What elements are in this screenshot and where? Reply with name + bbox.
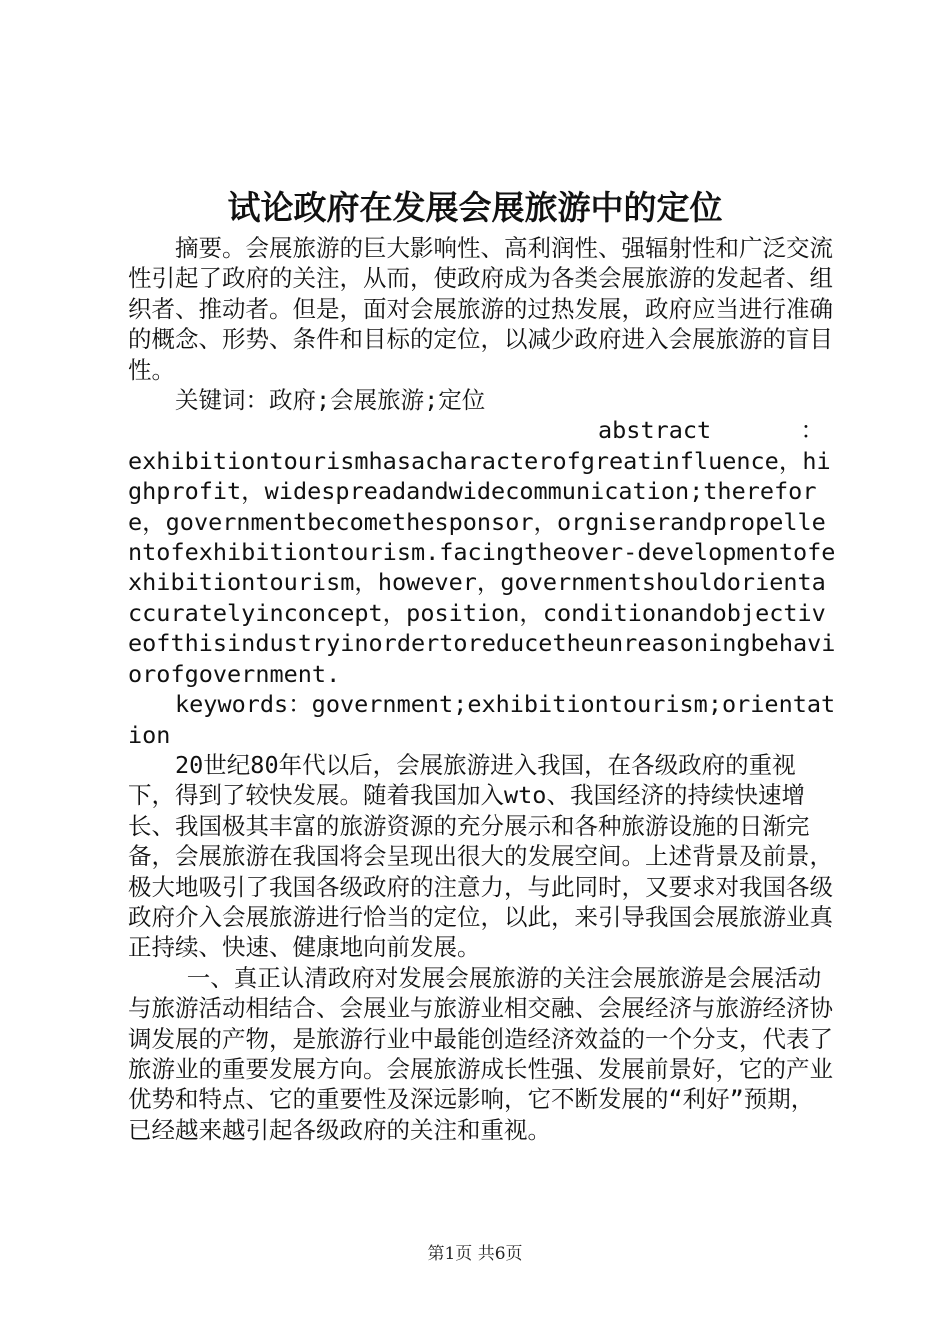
- abstract-en-label: abstract: [598, 416, 712, 445]
- document-title: 试论政府在发展会展旅游中的定位: [227, 188, 723, 227]
- document-body: [128, 233, 836, 1145]
- keywords-cn-paragraph: 关键词：政府;会展旅游;定位: [175, 386, 486, 415]
- intro-paragraph: 20世纪80年代以后，会展旅游进入我国，在各级政府的重视下，得到了较快发展。随着我国加入wto、我国经济的持续快速增长、我国极其丰富的旅游资源的充分展示和各种旅游设施的日渐完备，会展旅游在我国将会呈现出很大的发展空间。上述背景及前景，极大地吸引了我国各级政府的注意力，与此同时，又要求对我国各级政府介入会展旅游进行恰当的定位，以此，来引导我国会展旅游业真正持续、快速、健康地向前发展。: [128, 750, 833, 962]
- page-number-footer: 第1页 共6页: [427, 1244, 523, 1264]
- abstract-en-heading: [128, 415, 836, 445]
- abstract-cn-paragraph: 摘要。会展旅游的巨大影响性、高利润性、强辐射性和广泛交流性引起了政府的关注，从而，使政府成为各类会展旅游的发起者、组织者、推动者。但是，面对会展旅游的过热发展，政府应当进行准确的概念、形势、条件和目标的定位，以减少政府进入会展旅游的盲目性。: [128, 234, 833, 384]
- keywords-en-paragraph: keywords：government;exhibitiontourism;orientation: [128, 690, 836, 749]
- abstract-en-paragraph: exhibitiontourismhasacharacterofgreatinfluence，highprofit，widespreadandwidecommunication;therefore，governmentbecomethesponsor，orgniserandpropellentofexhibitiontourism.facingtheover-developmentofexhibitiontourism，however，governmentshouldorientaccuratelyinconcept，position，conditionandobjectiveofthisindustryinordertoreducetheunreasoningbehaviorofgovernment.: [128, 446, 836, 688]
- section1-paragraph: 一、真正认清政府对发展会展旅游的关注会展旅游是会展活动与旅游活动相结合、会展业与旅游业相交融、会展经济与旅游经济协调发展的产物，是旅游行业中最能创造经济效益的一个分支，代表了旅游业的重要发展方向。会展旅游成长性强、发展前景好，它的产业优势和特点、它的重要性及深远影响，它不断发展的“利好”预期，已经越来越引起各级政府的关注和重视。: [128, 963, 833, 1144]
- abstract-en-colon: ：: [800, 416, 824, 445]
